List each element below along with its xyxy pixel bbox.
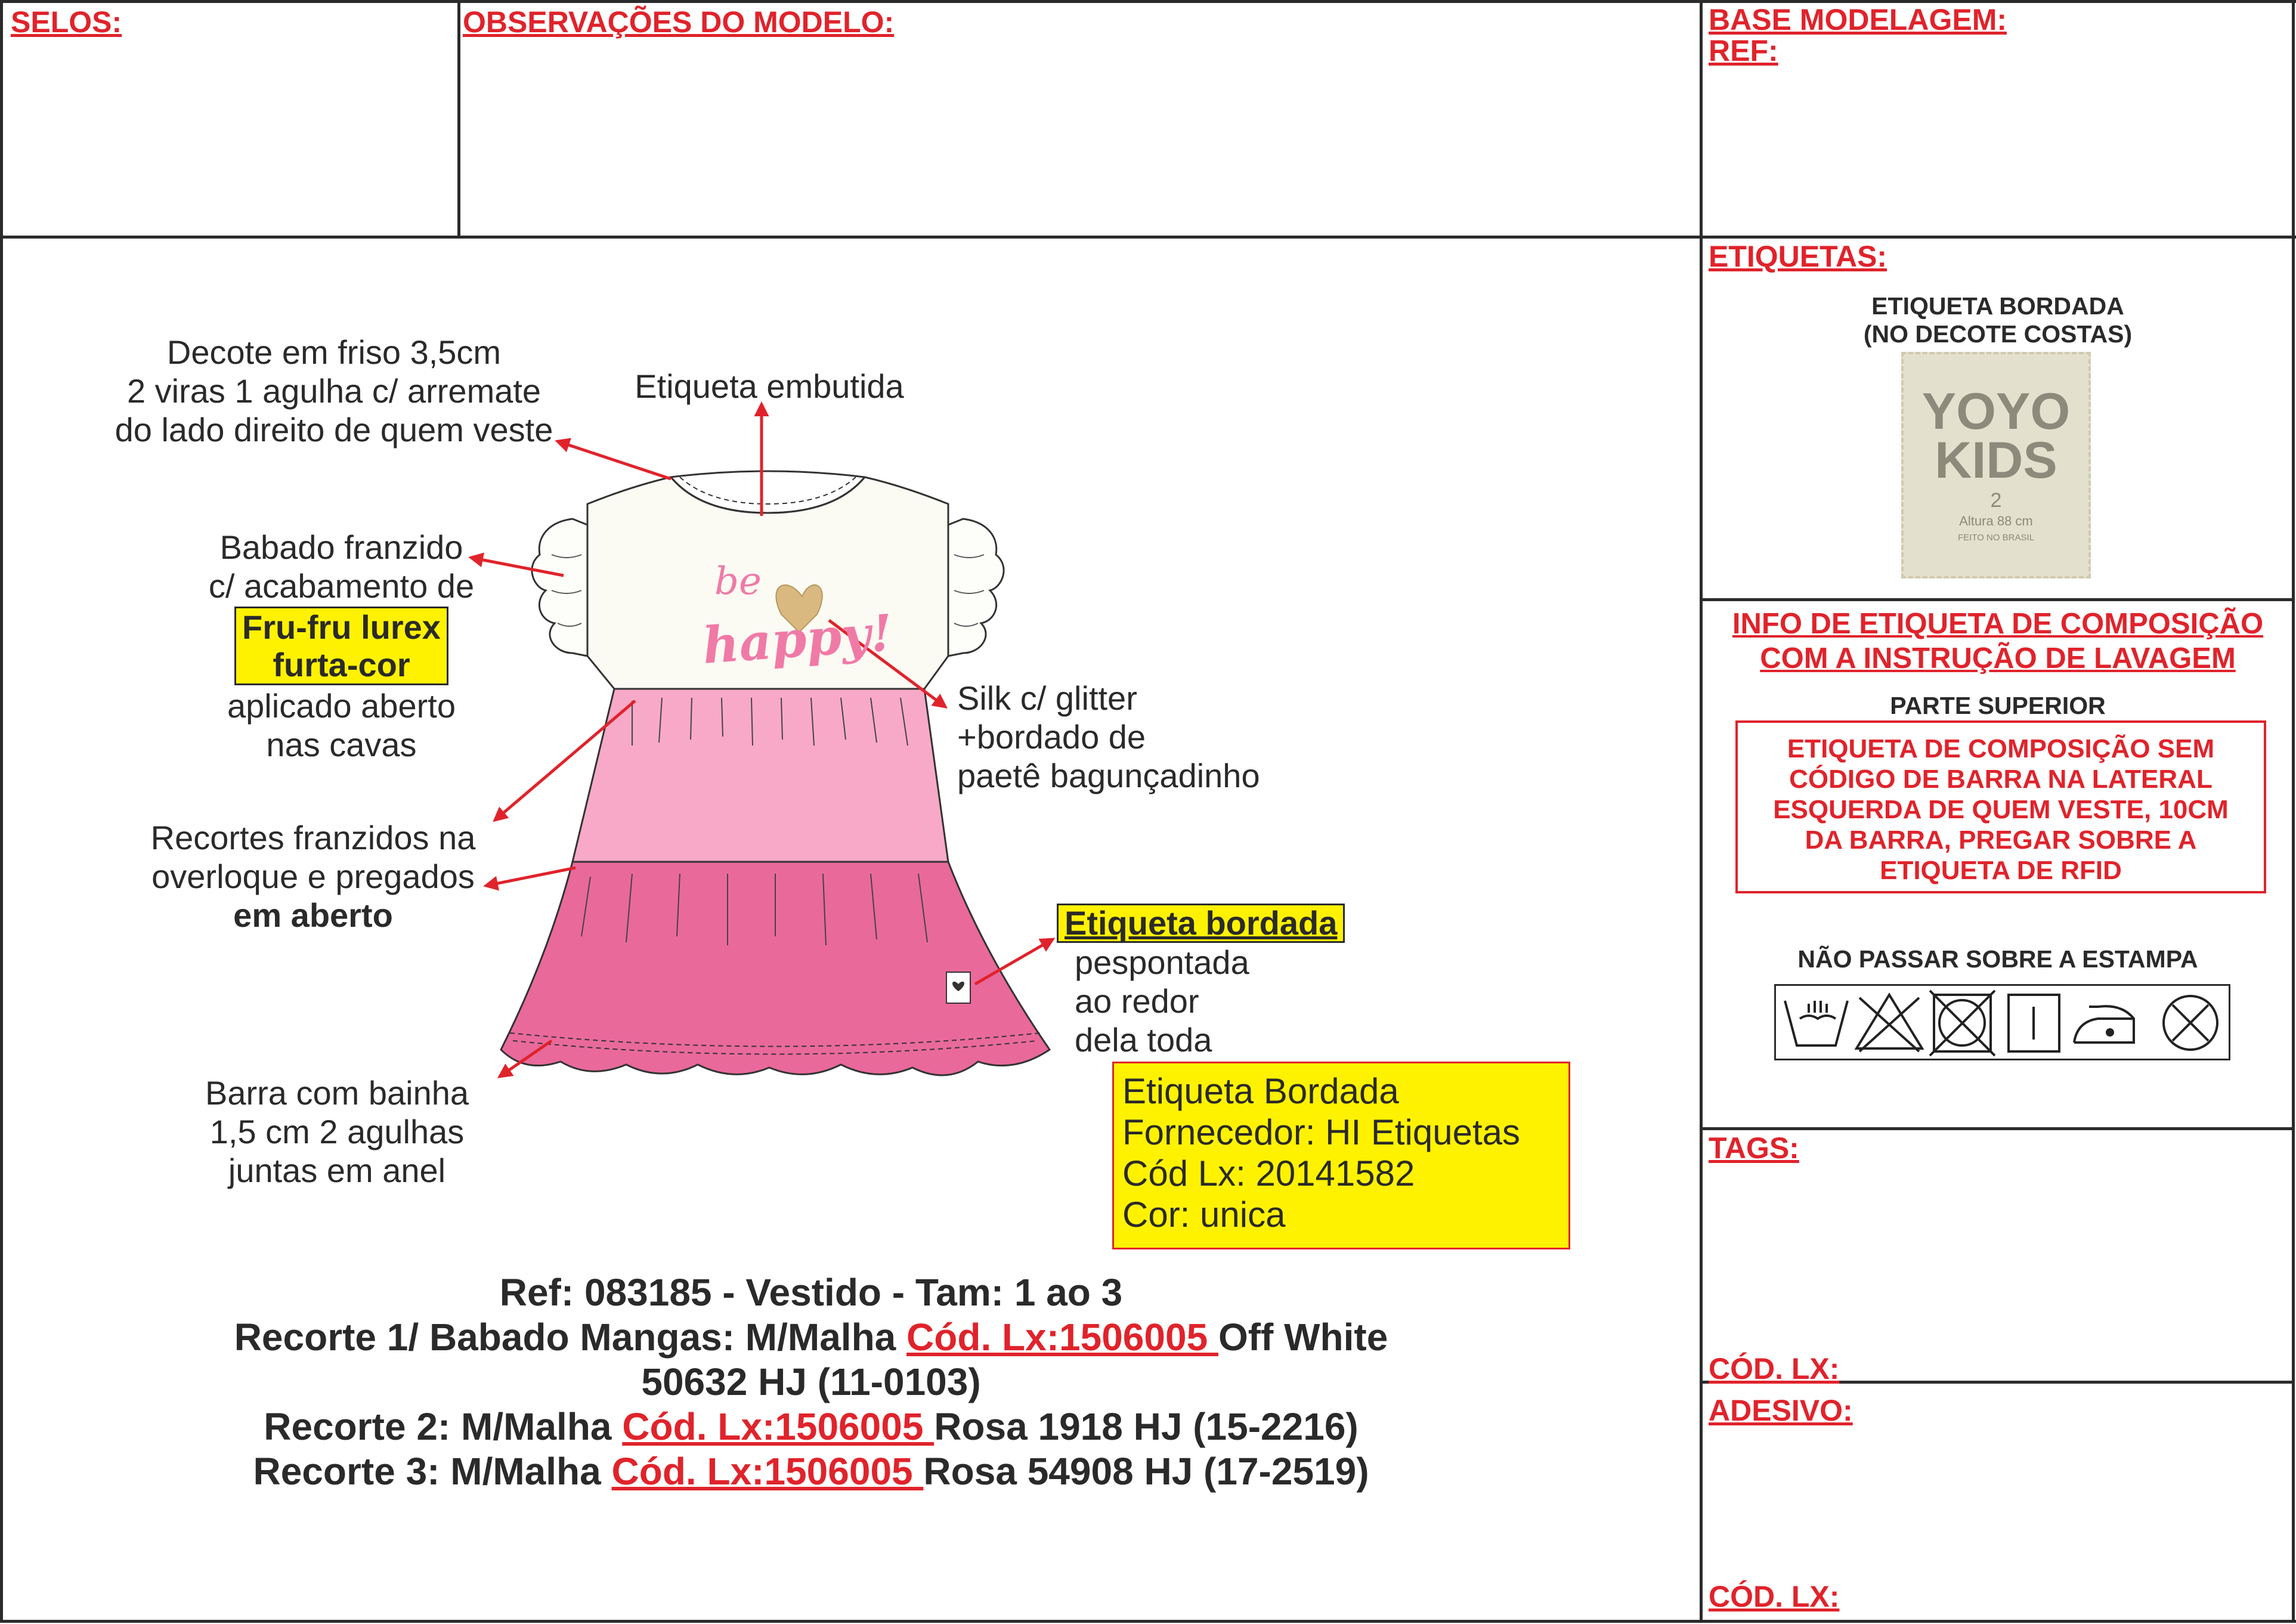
babado-highlight: Fru-fru lurex furta-cor <box>234 607 448 685</box>
left-ruffle-sleeve <box>532 519 587 656</box>
ref-label: REF: <box>1709 34 1778 67</box>
care-symbols <box>1774 984 2230 1060</box>
frame-right <box>2292 0 2295 1623</box>
sidebar-divider-2 <box>1701 1127 2295 1130</box>
observacoes-label: OBSERVAÇÕES DO MODELO: <box>463 5 895 39</box>
etiquetas-label: ETIQUETAS: <box>1709 240 1887 273</box>
tags-label: TAGS: <box>1709 1131 1799 1165</box>
spec-code-2[interactable]: Cód. Lx:1506005 <box>622 1405 935 1448</box>
print-happy: happy! <box>700 603 895 675</box>
annotation-silk: Silk c/ glitter +bordado de paetê bagunçadinho <box>957 679 1260 794</box>
spec-line-4: Recorte 2: M/Malha Cód. Lx:1506005 Rosa 1918 HJ (15-2216) <box>264 1405 1359 1448</box>
annotation-babado: Babado franzido c/ acabamento de Fru-fru lurex furta-cor aplicado aberto nas cavas <box>208 528 475 763</box>
hand-wash-icon <box>1785 1001 1848 1045</box>
info-title: INFO DE ETIQUETA DE COMPOSIÇÃO COM A INSTRUÇÃO DE LAVAGEM <box>1732 608 2264 675</box>
annotation-etiqueta-bordada: Etiqueta bordada pespontada ao redor dela toda <box>1057 904 1415 1059</box>
no-dry-clean-icon <box>2164 996 2217 1050</box>
spec-code-3[interactable]: Cód. Lx:1506005 <box>611 1450 924 1493</box>
no-bleach-icon <box>1856 995 1922 1051</box>
annotation-decote: Decote em friso 3,5cm 2 viras 1 agulha c/ arremate do lado direito de quem veste <box>115 333 553 448</box>
etiqueta-bordada-title: ETIQUETA BORDADA (NO DECOTE COSTAS) <box>1863 292 2133 348</box>
annotation-barra: Barra com bainha 1,5 cm 2 agulhas juntas em anel <box>205 1074 469 1189</box>
spec-code-1[interactable]: Cód. Lx:1506005 <box>906 1316 1218 1359</box>
base-modelagem-label: BASE MODELAGEM: <box>1709 3 2007 36</box>
label-patch: YOYO KIDS 2 Altura 88 cm FEITO NO BRASIL <box>1901 352 2091 579</box>
print-be: be <box>714 559 762 604</box>
parte-superior: PARTE SUPERIOR <box>1890 692 2106 719</box>
spec-line-1: Ref: 083185 - Vestido - Tam: 1 ao 3 <box>499 1271 1123 1314</box>
cod-lx-label-2: CÓD. LX: <box>1709 1580 1840 1613</box>
no-tumble-dry-icon <box>1930 991 1995 1056</box>
line-dry-icon <box>2009 995 2059 1051</box>
adesivo-label: ADESIVO: <box>1709 1394 1853 1427</box>
supplier-box: Etiqueta Bordada Fornecedor: HI Etiquetas Cód Lx: 20141582 Cor: unica <box>1112 1062 1570 1249</box>
spec-line-5: Recorte 3: M/Malha Cód. Lx:1506005 Rosa 54908 HJ (17-2519) <box>253 1450 1369 1493</box>
tier-1 <box>573 689 948 862</box>
arrow-decote <box>558 441 671 479</box>
annotation-recortes: Recortes franzidos na overloque e pregados em aberto <box>150 819 476 934</box>
sidebar-divider <box>1700 0 1703 1623</box>
cod-lx-label-1: CÓD. LX: <box>1709 1352 1840 1385</box>
right-ruffle-sleeve <box>948 519 1004 656</box>
composicao-box: ETIQUETA DE COMPOSIÇÃO SEM CÓDIGO DE BARRA NA LATERAL ESQUERDA DE QUEM VESTE, 10CM DA BARRA, PREGAR SOBRE A ETIQUETA DE RFID <box>1735 720 2266 893</box>
spec-line-2: Recorte 1/ Babado Mangas: M/Malha Cód. Lx:1506005 Off White <box>234 1316 1388 1359</box>
annotation-etiqueta-embutida: Etiqueta embutida <box>635 367 904 405</box>
spec-line-3: 50632 HJ (11-0103) <box>641 1360 981 1403</box>
iron-low-icon <box>2074 1006 2134 1043</box>
nao-passar-label: NÃO PASSAR SOBRE A ESTAMPA <box>1797 945 2198 973</box>
selos-label: SELOS: <box>11 5 122 39</box>
sidebar-divider-1 <box>1701 598 2295 601</box>
